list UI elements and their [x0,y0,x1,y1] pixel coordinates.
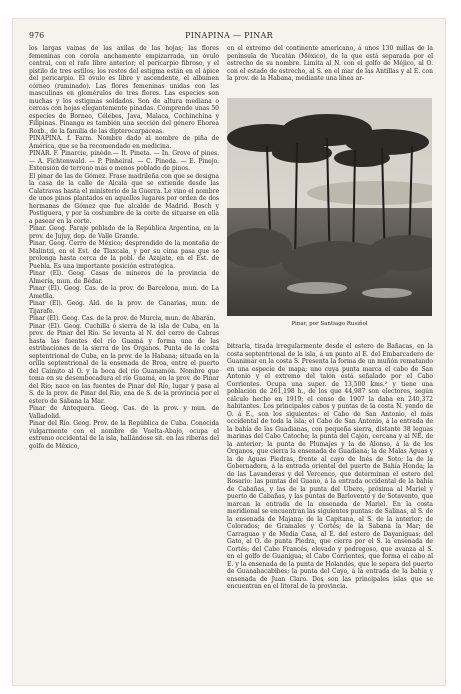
entry-pinar-del-rio: Pinar del Río. Geog. Prov. de la República de Cuba. Conocida vulgarmente con el nombre de Vuelta-Abajo, ocupa el extremo occidental de la isla, hallándose sit. en las riberas del golfo de México, [29,420,219,450]
entry-pinar: PINAR. F. Pinarcie, pinède.— It. Pineta. — In. Grove of pines. — A. Fichtenwald. — P. Pinheiral. — C. Pineda. — E. Pinejo. Extensión de terreno más o menos poblado de pinos. [29,150,219,172]
right-bottom-text: bitraria, tirada irregularmente desde el estero de Bañacas, en la costa septentrional de la isla, á un punto al E. del Embarcadero de Guanimar en la costa S. Presenta la forma de un muñón rematando en una especie de mapa; uno cuya punta marca el cabo de San Antonio y el extremo del talón está señalado por el Cabo Corrientes. Ocupa una super. de 13,500 kms.² y tiene una población de 261,198 h., de los que 44,987 son electores, según cálculo hecho en 1919; el censo de 1907 la daba en 240,372 habitantes. Los principales cabos y puntas de la costa N. yendo de O. á E., son los siguientes: el Cabo de San Antonio, el más occidental de toda la isla; el Cabo de San Antonio, á la entrada de la bahía de las Guadianas, con pequeña sierra, distante 38 leguas marinas del Cabo Catoche; la punta del Cajón, cercana y al NE. de la anterior; la punta de Plumajes y la de Alonso, á la de los Órganos, que cierra la ensenada de Guadiana; la de Malas Aguas y la de Aguas Piedras, frente al cayo de Inés de Soto; la de la Gobernadora, á la entrada oriental del puerto de Bahía Honda; la de las Lavanderas y del Vercenco, que determinan el estero del Rosario: las puntas del Guano, á la entrada occidental de la bahía de Cabañas, y las de la punta del Ubero, próxima al Mariel y puerto de Cabañas, y las puntas de Barlovento y de Sotavento, que marcan la entrada de la ensenada de Mariel. En la costa meridional se encuentran las siguientes puntas: de Salinas, al S. de la ensenada de Majana; de la Capitana, al S. de la anterior; de Colorados; de Gramales y Cortés; de la Sabana la Mar; de Carraguao y de Media Casa, al E. del estero de Dayaniguas; del Gato, al O. de punta Piedra, que cierra por el S. la ensenada de Cortés; del Cabo Francés, elevado y pedregoso, que avanza al S. en el golfo de Guanigua; el Cabo Corrientes, que forma el cabo al E. y la ensenada de la punta de Holandés, que le separa del puerto de Guanahacabibes; la punta del Cayo, á la entrada de la bahía y ensenada de Juan Claro. Dos son las principales islas que se encuentran en el litoral de la provincia. [227,343,433,590]
entry-pinar-argentina: Pinar. Geog. Paraje poblado de la República Argentina, en la prov. de Jujuy, dep. de Valle Grande. [29,225,219,240]
right-column-bottom [227,343,433,679]
entry-el-pinar-canarias: Pinar (El). Geog. Ald. de la prov. de Canarias, mun. de Tijarafe. [29,300,219,315]
entry-el-pinar-almeria: Pinar (El). Geog. Casas de mineros de la provincia de Almería, mun. de Bédar. [29,270,219,285]
page-number: 976 [29,31,45,40]
figure-caption: Pinar, por Santiago Rusiñol [291,321,368,327]
painting-image [227,98,432,316]
entry-pinar-de-antequera: Pinar de Antequera. Geog. Cas. de la prov. y mun. de Valladolid. [29,405,219,420]
page-header [29,31,429,45]
entry-pinanga-continued: los largas vainas de las axilas de las hojas; las flores femeninas con corola anchamente empizarrada, un óvulo central, con el rafe libre anterior; el pericarpio fibroso, y el pistilo de tres estilos; los restos del estigma están en el ápice del pericarpio. El óvulo es libre y ascendente, el albumen córneo (ruminado). Las flores femeninas unidas con las masculinas en glomérulos de tres flores. Las especies son muchas y los estigmas soldados. Son de altura mediana o cercas con hojas elegantemente pinadas. Comprende unas 50 especies de Borneo, Célebes, Java, Malaca, Cochinchina y Filipinas. Pinanga es también una sección del género Ehorea Roxb., de la familia de las dipterocarpáceas. [29,45,219,135]
entry-el-pinar-murcia: Pinar (El). Geog. Cas. de la prov. de Murcia, mun. de Abarán. [29,315,216,322]
document-page [12,18,446,686]
entry-pinapina: PINAPINA. f. Farm. Nombre dado al nombre de piña de América, que se ha recomendado en medicina. [29,135,219,150]
right-top-text: en el extremo del continente americano, á unos 130 millas de la península de Yucatán (México), de la que está separada por el estrecho de su nombre. Limita al N. con el golfo de Méjico, al O. con el estado de estrecho, al S. en el mar de las Antillas y al E. con la prov. de la Habana, mediante una línea ar- [227,45,433,82]
entry-pinar-de-las-de-gomez: El pinar de las de Gómez. Frase madrileña con que se designa la casa de la calle de Alcalá que se extiende desde las Calatravas hasta el ministerio de la Guerra. Le vino el nombre de unos pinos plantados en aquellos lugares por orden de dos hermanas de Gómez que fue alcalde de Madrid. Bosch y Postiguera, y por la costumbre de la corte de situarse en ella a pasear en la corte. [29,172,219,225]
running-head: PINAPINA — PINAR [185,31,273,40]
right-column-top [227,45,433,95]
entry-el-pinar-cuba: Pinar (El). Geog. Cuchilla ó sierra de la isla de Cuba, en la prov. de Pinar del Río. Se levanta al N. del cerro de Cabras hasta las fuentes del río Guamá y forma una de las estribaciones de la sierra de los Órganos. Punta de la costa septentrional de Cuba, en la prov. de la Habana; situada en la orilla septentrional de la ensenada de Broa, entre el puerto del Caimito al O. y la boca del río Guanamón. Nombre que toma en su desembocadura el río Guamá, en la prov. de Pinar del Río; nace en las fuentes de Pinar del Río, lugar y pasa al S. de la prov. de Pinar del Río, ena de S. de la provincia por el estero de Sábana la Mar. [29,322,219,405]
entry-el-pinar-barcelona: Pinar (El). Geog. Cas. de la prov. de Barcelona, mun. de La Ametlla. [29,285,219,300]
left-column [29,45,219,681]
entry-pinar-mexico: Pinar. Geog. Cerro de México; desprendido de la montaña de Malintzi, en el Est. de Tlaxcala, y por su cima pasa que se prolonga hasta cerca de la pobl. de Azajate, en el Est. de Puebla. Es una importante posición estratégica. [29,240,219,270]
illustration-pine-forest [227,98,432,316]
